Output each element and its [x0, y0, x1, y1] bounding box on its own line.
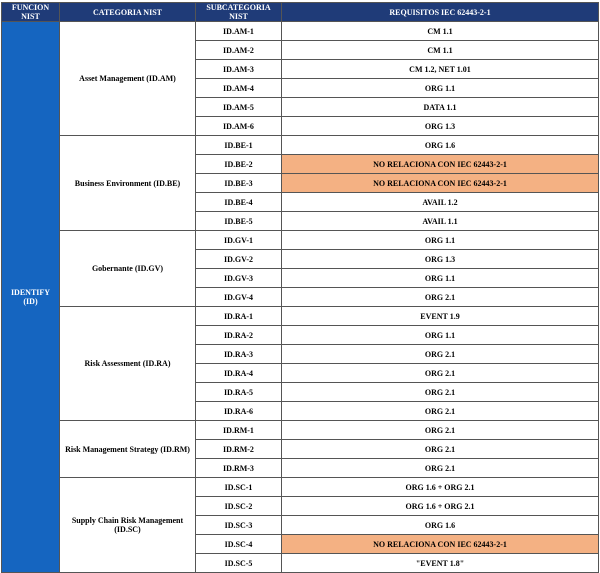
requirement-cell: ORG 1.6	[282, 136, 599, 155]
subcategory-cell: ID.RM-1	[196, 421, 282, 440]
requirement-cell: EVENT 1.9	[282, 307, 599, 326]
requirement-cell-not-related: NO RELACIONA CON IEC 62443-2-1	[282, 174, 599, 193]
header-category: CATEGORIA NIST	[60, 3, 196, 22]
category-cell: Asset Management (ID.AM)	[60, 22, 196, 136]
subcategory-cell: ID.BE-1	[196, 136, 282, 155]
requirement-cell: "EVENT 1.8"	[282, 554, 599, 573]
requirement-cell: ORG 1.1	[282, 326, 599, 345]
table-row	[2, 231, 599, 250]
requirement-cell: ORG 1.6	[282, 516, 599, 535]
subcategory-cell: ID.RA-3	[196, 345, 282, 364]
table-row	[2, 136, 599, 155]
header-row	[2, 3, 599, 22]
requirement-cell: ORG 2.1	[282, 421, 599, 440]
subcategory-cell: ID.AM-5	[196, 98, 282, 117]
requirement-cell: AVAIL 1.1	[282, 212, 599, 231]
requirement-cell: ORG 1.1	[282, 269, 599, 288]
subcategory-cell: ID.SC-2	[196, 497, 282, 516]
requirement-cell: ORG 1.6 + ORG 2.1	[282, 478, 599, 497]
category-cell: Risk Management Strategy (ID.RM)	[60, 421, 196, 478]
requirement-cell: CM 1.1	[282, 22, 599, 41]
subcategory-cell: ID.AM-6	[196, 117, 282, 136]
subcategory-cell: ID.RA-2	[196, 326, 282, 345]
subcategory-cell: ID.SC-3	[196, 516, 282, 535]
table-row	[2, 421, 599, 440]
subcategory-cell: ID.GV-2	[196, 250, 282, 269]
subcategory-cell: ID.SC-1	[196, 478, 282, 497]
requirement-cell: CM 1.1	[282, 41, 599, 60]
subcategory-cell: ID.GV-1	[196, 231, 282, 250]
subcategory-cell: ID.RA-5	[196, 383, 282, 402]
subcategory-cell: ID.RM-3	[196, 459, 282, 478]
function-cell: IDENTIFY (ID)	[2, 22, 60, 573]
requirement-cell: ORG 1.1	[282, 79, 599, 98]
requirement-cell: ORG 1.3	[282, 117, 599, 136]
subcategory-cell: ID.SC-4	[196, 535, 282, 554]
requirement-cell: CM 1.2, NET 1.01	[282, 60, 599, 79]
subcategory-cell: ID.BE-5	[196, 212, 282, 231]
nist-iec-mapping-table	[1, 2, 599, 573]
header-function: FUNCION NIST	[2, 3, 60, 22]
table-row	[2, 22, 599, 41]
requirement-cell: ORG 2.1	[282, 383, 599, 402]
table-row	[2, 307, 599, 326]
subcategory-cell: ID.AM-1	[196, 22, 282, 41]
requirement-cell: DATA 1.1	[282, 98, 599, 117]
subcategory-cell: ID.SC-5	[196, 554, 282, 573]
requirement-cell: ORG 2.1	[282, 288, 599, 307]
category-cell: Business Environment (ID.BE)	[60, 136, 196, 231]
subcategory-cell: ID.BE-2	[196, 155, 282, 174]
requirement-cell: ORG 2.1	[282, 345, 599, 364]
subcategory-cell: ID.BE-3	[196, 174, 282, 193]
subcategory-cell: ID.AM-3	[196, 60, 282, 79]
subcategory-cell: ID.RA-1	[196, 307, 282, 326]
header-requirements: REQUISITOS IEC 62443-2-1	[282, 3, 599, 22]
header-subcategory: SUBCATEGORIA NIST	[196, 3, 282, 22]
category-cell: Supply Chain Risk Management (ID.SC)	[60, 478, 196, 573]
subcategory-cell: ID.RA-6	[196, 402, 282, 421]
subcategory-cell: ID.BE-4	[196, 193, 282, 212]
requirement-cell: AVAIL 1.2	[282, 193, 599, 212]
requirement-cell-not-related: NO RELACIONA CON IEC 62443-2-1	[282, 155, 599, 174]
requirement-cell: ORG 2.1	[282, 440, 599, 459]
requirement-cell: ORG 2.1	[282, 459, 599, 478]
subcategory-cell: ID.GV-3	[196, 269, 282, 288]
subcategory-cell: ID.GV-4	[196, 288, 282, 307]
requirement-cell-not-related: NO RELACIONA CON IEC 62443-2-1	[282, 535, 599, 554]
table-row	[2, 478, 599, 497]
subcategory-cell: ID.AM-2	[196, 41, 282, 60]
requirement-cell: ORG 1.6 + ORG 2.1	[282, 497, 599, 516]
requirement-cell: ORG 1.1	[282, 231, 599, 250]
subcategory-cell: ID.AM-4	[196, 79, 282, 98]
requirement-cell: ORG 2.1	[282, 402, 599, 421]
category-cell: Gobernante (ID.GV)	[60, 231, 196, 307]
category-cell: Risk Assessment (ID.RA)	[60, 307, 196, 421]
requirement-cell: ORG 1.3	[282, 250, 599, 269]
requirement-cell: ORG 2.1	[282, 364, 599, 383]
subcategory-cell: ID.RM-2	[196, 440, 282, 459]
subcategory-cell: ID.RA-4	[196, 364, 282, 383]
table-body	[2, 22, 599, 573]
